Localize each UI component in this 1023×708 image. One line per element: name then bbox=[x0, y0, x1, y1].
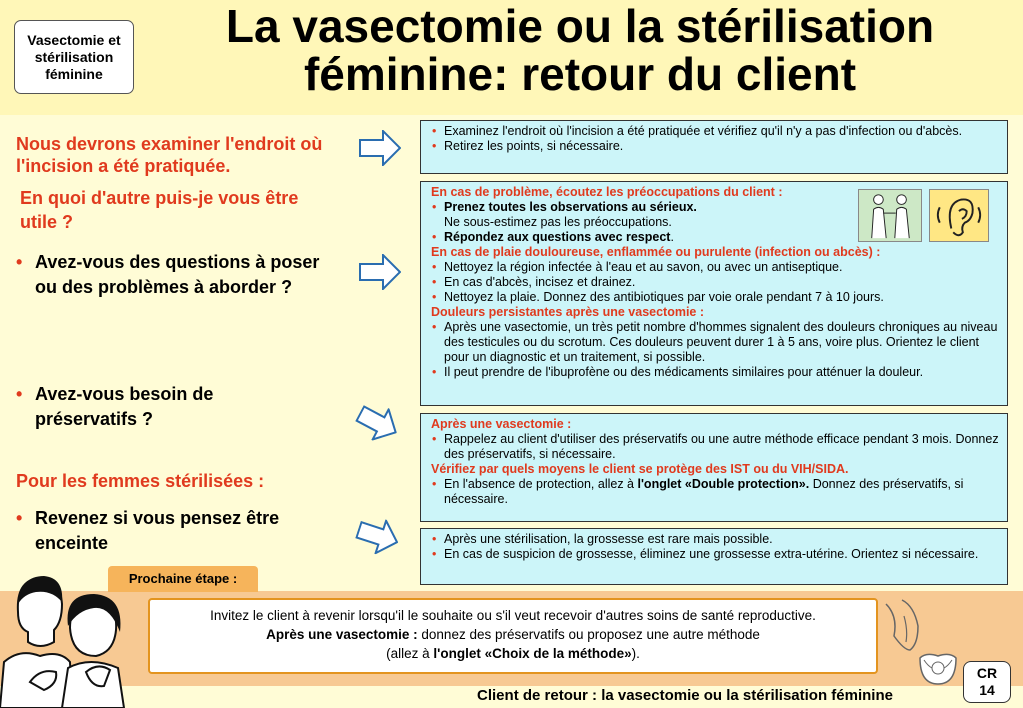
return-if-pregnant bbox=[16, 506, 336, 556]
list-item-text: . bbox=[670, 230, 674, 244]
box-heading: En cas de plaie douloureuse, enflammée ou purulente (infection ou abcès) : bbox=[431, 245, 881, 259]
next-step-text: (allez à bbox=[386, 646, 434, 661]
arrow-down-right-icon bbox=[351, 397, 405, 449]
arrow-right-icon bbox=[359, 130, 401, 166]
next-step-text: donnez des préservatifs ou proposez une autre méthode bbox=[417, 627, 760, 642]
list-item bbox=[431, 477, 999, 507]
list-item: • Nettoyez la plaie. Donnez des antibiotiques par voie orale pendant 7 à 10 jours. bbox=[431, 290, 999, 305]
prompt-help: En quoi d'autre puis-je vous être utile ? bbox=[20, 188, 299, 232]
next-step-text: ). bbox=[631, 646, 640, 661]
list-item: • En cas de suspicion de grossesse, éliminez une grossesse extra-utérine. Orientez si nécessaire. bbox=[431, 547, 999, 562]
list-item-strong: Répondez aux questions avec respect bbox=[444, 230, 671, 244]
list-item: • Il peut prendre de l'ibuprofène ou des médicaments similaires pour atténuer la douleur. bbox=[431, 365, 999, 380]
list-item-text: Ne sous-estimez pas les préoccupations. bbox=[444, 215, 672, 229]
list-item-text: En l'absence de protection, allez à bbox=[444, 477, 638, 491]
bullet: • bbox=[16, 508, 23, 528]
return-if-pregnant-text: Revenez si vous pensez être enceinte bbox=[35, 508, 280, 553]
arrow-right-icon bbox=[359, 254, 401, 290]
page-title: La vasectomie ou la stérilisation féminine: retour du client bbox=[225, 0, 935, 100]
anatomy-illustration bbox=[880, 596, 960, 686]
page-code-number: 14 bbox=[979, 682, 995, 698]
question-condoms bbox=[16, 382, 286, 432]
box-heading: Douleurs persistantes après une vasectomie : bbox=[431, 305, 705, 319]
bullet: • bbox=[16, 252, 23, 272]
next-step-line bbox=[150, 644, 876, 663]
list-item: • Rappelez au client d'utiliser des préservatifs ou une autre méthode efficace pendant 3 mois. Donnez des préservatifs, si nécessaire. bbox=[431, 432, 999, 462]
next-step-line bbox=[150, 625, 876, 644]
method-choice-link[interactable]: l'onglet «Choix de la méthode» bbox=[433, 646, 632, 661]
page-code-prefix: CR bbox=[976, 665, 998, 681]
section-tag: Vasectomie et stérilisation féminine bbox=[14, 20, 134, 94]
next-step-tab: Prochaine étape : bbox=[108, 566, 258, 592]
examine-box bbox=[420, 120, 1008, 174]
ear-listen-icon bbox=[929, 189, 989, 242]
list-item-text: Donnez des préservatifs, si nécessaire. bbox=[444, 477, 964, 506]
list-item: • Retirez les points, si nécessaire. bbox=[431, 139, 999, 154]
box-heading: Vérifiez par quels moyens le client se protège des IST ou du VIH/SIDA. bbox=[431, 462, 849, 476]
question-condoms-text: Avez-vous besoin de préservatifs ? bbox=[35, 384, 214, 429]
list-item: • Après une vasectomie, un très petit nombre d'hommes signalent des douleurs chroniques au niveau des testicules ou du scrotum. Ces douleurs peuvent durer 1 à 5 ans, voire plus. Orientez le client pour un diagnostic et un traitement, si possible. bbox=[431, 320, 999, 365]
women-heading: Pour les femmes stérilisées : bbox=[16, 471, 265, 491]
sterilization-followup-box bbox=[420, 528, 1008, 585]
list-item-strong: Prenez toutes les observations au sérieux. bbox=[444, 200, 697, 214]
prompt-examine: Nous devrons examiner l'endroit où l'incision a été pratiquée. bbox=[16, 134, 323, 176]
couple-illustration bbox=[0, 572, 150, 708]
next-step-line: Invitez le client à revenir lorsqu'il le souhaite ou s'il veut recevoir d'autres soins de santé reproductive. bbox=[210, 608, 816, 623]
list-item: • En cas d'abcès, incisez et drainez. bbox=[431, 275, 999, 290]
question-concerns-text: Avez-vous des questions à poser ou des problèmes à aborder ? bbox=[35, 252, 320, 297]
double-protection-link[interactable]: l'onglet «Double protection». bbox=[637, 477, 810, 491]
box-heading: Après une vasectomie : bbox=[431, 417, 572, 431]
list-item: • Nettoyez la région infectée à l'eau et au savon, ou avec un antiseptique. bbox=[431, 260, 999, 275]
question-concerns bbox=[16, 250, 326, 300]
bullet: • bbox=[16, 384, 23, 404]
list-item: • Après une stérilisation, la grossesse est rare mais possible. bbox=[431, 532, 999, 547]
footer-title: Client de retour : la vasectomie ou la stérilisation féminine bbox=[477, 687, 893, 704]
arrow-down-right-icon bbox=[352, 512, 403, 559]
page-code-badge bbox=[963, 661, 1011, 703]
next-step-strong: Après une vasectomie : bbox=[266, 627, 418, 642]
vasectomy-followup-box bbox=[420, 413, 1008, 522]
box-heading: En cas de problème, écoutez les préoccupations du client : bbox=[431, 185, 783, 199]
next-step-box bbox=[148, 598, 878, 674]
list-item: • Examinez l'endroit où l'incision a été pratiquée et vérifiez qu'il n'y a pas d'infection ou d'abcès. bbox=[431, 124, 999, 139]
counseling-illustration-icon bbox=[858, 189, 922, 242]
